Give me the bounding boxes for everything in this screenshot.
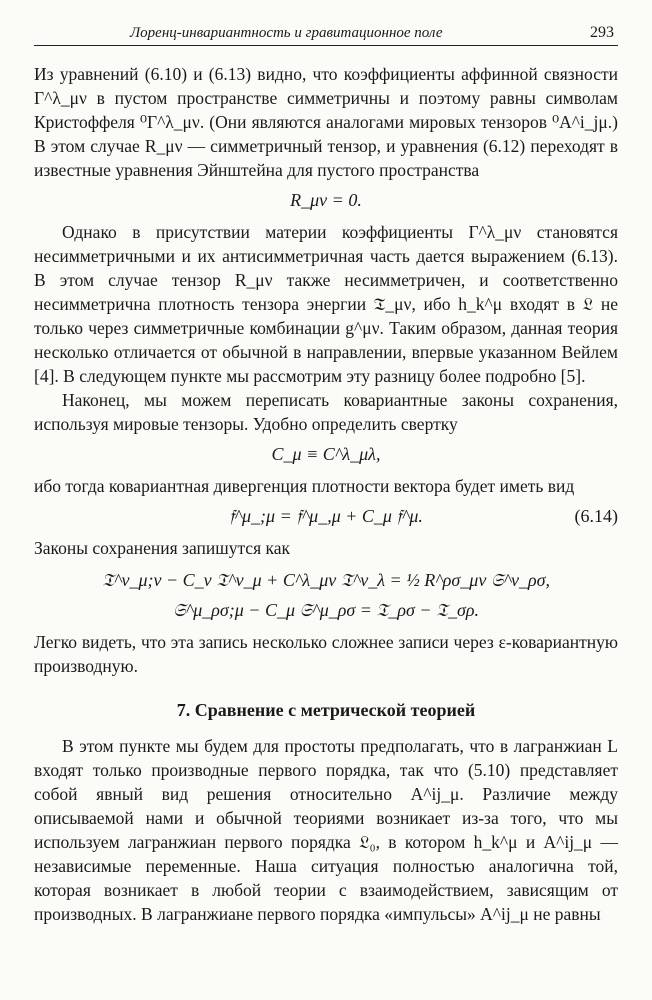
- section-heading: 7. Сравнение с метрической теорией: [176, 700, 476, 720]
- equation-spin-conservation: 𝔖^μ_ρσ;μ − C_μ 𝔖^μ_ρσ = 𝔗_ρσ − 𝔗_σρ.: [173, 600, 479, 620]
- equation-energy-conservation: 𝔗^ν_μ;ν − C_ν 𝔗^ν_μ + C^λ_μν 𝔗^ν_λ = ½ R^ρσ_μν 𝔖^ν_ρσ,: [101, 570, 551, 590]
- conservation-laws: [34, 568, 618, 622]
- equation-ricci-zero: R_μν = 0.: [290, 190, 362, 210]
- paragraph-5: Законы сохранения запишутся как: [34, 538, 290, 558]
- equation-6-14: [34, 504, 618, 528]
- equation-number: (6.14): [574, 506, 618, 526]
- paragraph-4: ибо тогда ковариантная дивергенция плотности вектора будет иметь вид: [34, 476, 575, 496]
- page-header: [34, 24, 618, 46]
- paragraph-2: Однако в присутствии материи коэффициенты Γ^λ_μν становятся несимметричными и их антисимметричная часть дается выражением (6.13). В этом случае тензор R_μν также несимметричен, и соответственно несимметрична плотность тензора энергии 𝔗_μν, ибо h_k^μ входят в 𝔏 не только через симметричные комбинации g^μν. Таким образом, данная теория несколько отличается от обычной в направлении, впервые указанном Вейлем [4]. В следующем пункте мы рассмотрим эту разницу более подробно [5].: [34, 222, 618, 386]
- page-number: 293: [590, 24, 614, 41]
- paragraph-3: Наконец, мы можем переписать ковариантные законы сохранения, используя мировые тензоры. Удобно определить свертку: [34, 390, 618, 434]
- equation-6-14-body: 𝔣^μ_;μ = 𝔣^μ_,μ + C_μ 𝔣^μ.: [229, 506, 423, 526]
- equation-contraction: C_μ ≡ C^λ_μλ,: [271, 444, 381, 464]
- paragraph-7: В этом пункте мы будем для простоты предполагать, что в лагранжиан L входят только производные первого порядка, так что (5.10) представляет собой явный вид решения относительно A^ij_μ. Различие между описываемой нами и обычной теориями возникает из-за того, что мы используем лагранжиан первого порядка 𝔏₀, в котором h_k^μ и A^ij_μ — независимые переменные. Наша ситуация полностью аналогична той, которая возникает в любой теории с взаимодействием, зависящим от производных. В лагранжиане первого порядка «импульсы» A^ij_μ не равны: [34, 736, 618, 924]
- running-title: Лоренц-инвариантность и гравитационное поле: [130, 25, 443, 41]
- book-page: [34, 24, 618, 926]
- paragraph-6: Легко видеть, что эта запись несколько сложнее записи через ε-ковариантную производную.: [34, 632, 618, 676]
- paragraph-1: Из уравнений (6.10) и (6.13) видно, что коэффициенты аффинной связности Γ^λ_μν в пустом пространстве симметричны и поэтому равны символам Кристоффеля ⁰Γ^λ_μν. (Они являются аналогами мировых тензоров ⁰A^i_jμ.) В этом случае R_μν — симметричный тензор, и уравнения (6.12) переходят в известные уравнения Эйнштейна для пустого пространства: [34, 64, 618, 180]
